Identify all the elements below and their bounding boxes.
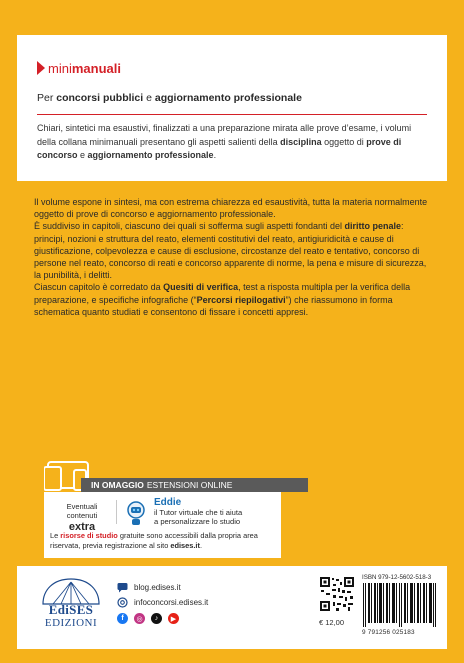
instagram-icon[interactable]: ◎ xyxy=(134,613,145,624)
omaggio-banner xyxy=(81,478,308,492)
minimanuali-logo xyxy=(37,59,121,77)
separator xyxy=(116,500,117,524)
logo-mini: mini xyxy=(48,60,72,76)
intro-panel xyxy=(17,35,447,181)
isbn: ISBN 979-12-5602-518-3 xyxy=(362,574,432,581)
series-description: Chiari, sintetici ma esaustivi, finalizzati a una preparazione mirata alle prove d’esame, i volumi della collana minimanuali presentano gli aspetti salienti della disciplina oggetto di prove di concorso e aggiornamento professionale. xyxy=(37,123,412,160)
at-icon xyxy=(117,597,128,608)
youtube-icon[interactable]: ▶ xyxy=(168,613,179,624)
publisher-contacts xyxy=(117,580,208,624)
social-links xyxy=(117,613,208,624)
description-paragraph-1: Il volume espone in sintesi, ma con estrema chiarezza ed esaustività, tutta la materia normalmente oggetto di prove di concorso e aggiornamento professionale. xyxy=(34,197,428,220)
online-extensions-box xyxy=(44,492,281,558)
divider xyxy=(37,114,427,115)
barcode-number: 9 791256 025183 xyxy=(362,629,415,636)
robot-tutor-icon xyxy=(124,500,148,526)
extra-content: Eventuali contenuti extra xyxy=(66,502,98,533)
blog-link-row[interactable] xyxy=(117,580,208,595)
barcode-icon xyxy=(362,583,438,627)
estensioni-label: ESTENSIONI ONLINE xyxy=(146,480,233,490)
facebook-icon[interactable]: f xyxy=(117,613,128,624)
omaggio-label: IN OMAGGIO xyxy=(91,480,144,490)
publisher-panel xyxy=(17,566,447,649)
tiktok-icon[interactable]: ♪ xyxy=(151,613,162,624)
logo-manuali: manuali xyxy=(71,60,121,76)
play-arrow-icon xyxy=(37,61,45,75)
qr-code-icon[interactable] xyxy=(319,576,355,612)
eddie-tutor: Eddie il Tutor virtuale che ti aiuta a personalizzare lo studio xyxy=(154,497,243,526)
info-link[interactable]: infoconcorsi.edises.it xyxy=(134,598,209,607)
publisher-name: EdiSES xyxy=(48,602,94,617)
description-paragraph-3: Ciascun capitolo è corredato da Quesiti di verifica, test a risposta multipla per la verifica della preparazione, e specifiche infografiche (“Percorsi riepilogativi”) che riassumono in forma schematica quanto studiati e consentono di fissare i concetti appresi. xyxy=(34,282,411,317)
book-description xyxy=(34,196,430,318)
chat-icon xyxy=(117,582,128,593)
description-paragraph-2: È suddiviso in capitoli, ciascuno dei quali si sofferma sugli aspetti fondanti del diritto penale: principi, nozioni e struttura del reato, elementi costitutivi del reato, antigiuridicità e cause di giustificazione, colpevolezza e cause di esclusione, circostanze del reato e tentativo, concorso di persone nel reato, concorso di reati e concorso apparente di norme, la pena e misure di sicurezza, la punibilità, i delitti. xyxy=(34,221,427,281)
publisher-sub: EDIZIONI xyxy=(44,617,98,629)
series-tagline: Per concorsi pubblici e aggiornamento professionale xyxy=(37,92,302,104)
info-link-row[interactable] xyxy=(117,595,208,610)
price: € 12,00 xyxy=(319,618,345,627)
blog-link[interactable]: blog.edises.it xyxy=(134,583,181,592)
resources-note: Le risorse di studio gratuite sono accessibili dalla propria area riservata, previa registrazione al sito edises.it. xyxy=(50,531,258,550)
